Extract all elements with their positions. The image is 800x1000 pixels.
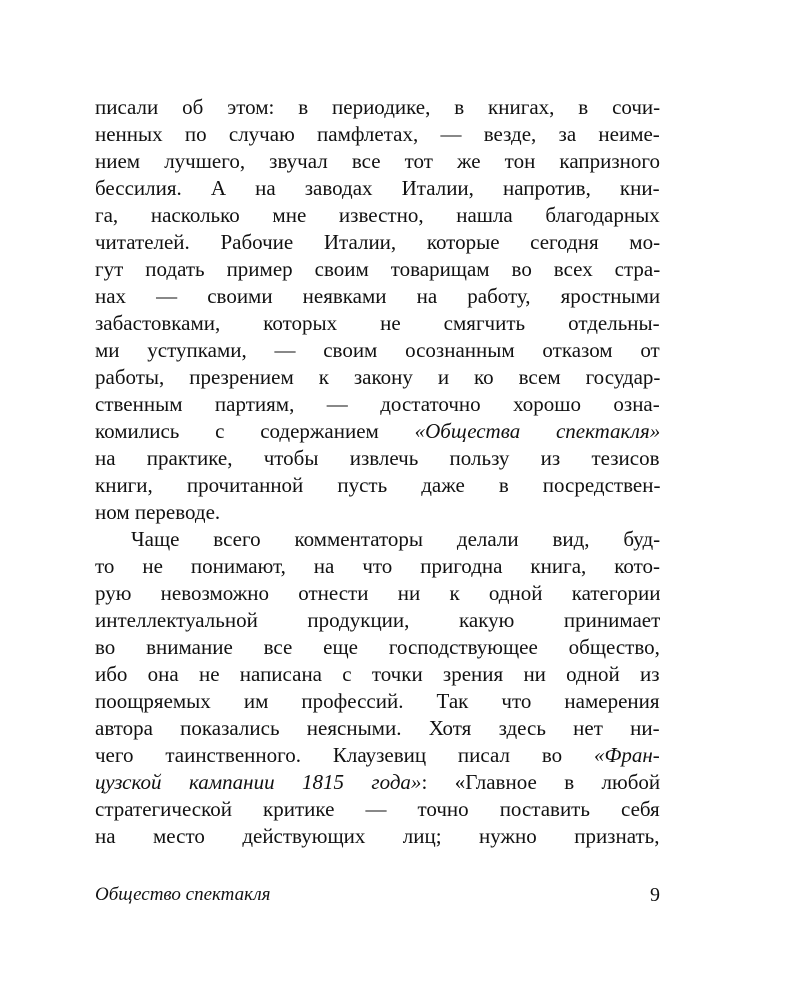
page-number: 9	[650, 884, 660, 906]
text-line-content	[95, 310, 660, 337]
text-line-content	[95, 472, 660, 499]
text-line	[95, 796, 660, 823]
text-line-text: рую невозможно отнести ни к одной категории	[95, 581, 661, 605]
text-line-text: ном переводе.	[95, 500, 221, 524]
text-line-text: автора показались неясными. Хотя здесь нет ни-	[95, 716, 660, 740]
text-line-text: то не понимают, на что пригодна книга, кото-	[95, 554, 660, 578]
text-line	[95, 688, 660, 715]
text-line-content	[95, 121, 660, 148]
text-line-text: гут подать пример своим товарищам во всех стра-	[95, 257, 661, 281]
text-line-text: во внимание все еще господствующее общество,	[95, 635, 660, 659]
text-line-text: ибо она не написана с точки зрения ни одной из	[95, 662, 660, 686]
text-line-content	[95, 499, 660, 526]
text-line	[95, 580, 660, 607]
text-line-text: нием лучшего, звучал все тот же тон капризного	[95, 149, 660, 173]
text-line	[95, 418, 660, 445]
text-line-content	[95, 715, 660, 742]
italic-title: цузской кампании 1815 года»	[95, 770, 422, 794]
text-line-text: на практике, чтобы извлечь пользу из тезисов	[95, 446, 660, 470]
text-line-text: работы, презрением к закону и ко всем государ-	[95, 365, 661, 389]
text-line	[95, 175, 660, 202]
text-line	[95, 445, 660, 472]
text-line-text: писали об этом: в периодике, в книгах, в сочи-	[95, 95, 661, 119]
text-line	[95, 472, 660, 499]
text-line	[95, 391, 660, 418]
text-line-text: читателей. Рабочие Италии, которые сегодня мо-	[95, 230, 661, 254]
text-line-content	[95, 256, 660, 283]
text-line-content	[95, 823, 660, 850]
text-line	[95, 364, 660, 391]
text-line	[95, 202, 660, 229]
text-line	[95, 256, 660, 283]
text-line	[95, 715, 660, 742]
text-line	[95, 499, 660, 526]
text-line	[95, 229, 660, 256]
text-line	[95, 121, 660, 148]
text-line-text: интеллектуальной продукции, какую принимает	[95, 608, 661, 632]
text-line	[95, 661, 660, 688]
text-line-content	[95, 283, 660, 310]
text-line	[95, 742, 660, 769]
text-line-text: забастовками, которых не смягчить отдельны-	[95, 311, 660, 335]
text-line	[95, 94, 660, 121]
text-line	[95, 769, 660, 796]
text-line-content	[95, 391, 660, 418]
text-line-content	[95, 661, 660, 688]
text-line-content	[95, 688, 660, 715]
text-line-content	[95, 445, 660, 472]
text-line-content	[95, 337, 660, 364]
text-line-content	[95, 202, 660, 229]
text-line	[95, 283, 660, 310]
text-line-content	[95, 364, 660, 391]
italic-title: «Фран-	[593, 743, 660, 767]
text-line-content	[95, 742, 660, 769]
text-line-text: чего таинственного. Клаузевиц писал во	[95, 743, 594, 767]
text-line	[95, 526, 660, 553]
text-line	[95, 553, 660, 580]
text-line-content	[95, 553, 660, 580]
text-line-text: : «Главное в любой	[421, 770, 661, 794]
text-line-content	[95, 769, 660, 796]
text-line-text: стратегической критике — точно поставить себя	[95, 797, 660, 821]
text-line-text: Чаще всего комментаторы делали вид, буд-	[131, 527, 661, 551]
text-line-content	[95, 418, 660, 445]
text-line-content	[95, 94, 660, 121]
text-line-content	[95, 796, 660, 823]
text-line-text: бессилия. А на заводах Италии, напротив, кни-	[95, 176, 660, 200]
text-line	[95, 634, 660, 661]
text-line-content	[95, 148, 660, 175]
body-text	[95, 94, 660, 850]
text-line-text: га, насколько мне известно, нашла благодарных	[95, 203, 660, 227]
text-line-text: нах — своими неявками на работу, яростными	[95, 284, 661, 308]
italic-title: «Общества спектакля»	[414, 419, 661, 443]
text-line	[95, 310, 660, 337]
text-line	[95, 823, 660, 850]
text-line-text: комились с содержанием	[95, 419, 415, 443]
text-line-text: ми уступками, — своим осознанным отказом от	[95, 338, 660, 362]
text-line	[95, 607, 660, 634]
text-line-text: ственным партиям, — достаточно хорошо озна-	[95, 392, 660, 416]
text-line-content	[95, 607, 660, 634]
text-line-content	[95, 526, 660, 553]
text-line-content	[95, 634, 660, 661]
text-line-text: ненных по случаю памфлетах, — везде, за неиме-	[95, 122, 660, 146]
text-line	[95, 148, 660, 175]
text-line-content	[95, 580, 660, 607]
text-line-content	[95, 175, 660, 202]
running-footer-title: Общество спектакля	[95, 884, 271, 905]
text-line-text: книги, прочитанной пусть даже в посредствен-	[95, 473, 661, 497]
text-line-text: поощряемых им профессий. Так что намерения	[95, 689, 660, 713]
text-line-content	[95, 229, 660, 256]
text-line-text: на место действующих лиц; нужно признать,	[95, 824, 660, 848]
text-line	[95, 337, 660, 364]
